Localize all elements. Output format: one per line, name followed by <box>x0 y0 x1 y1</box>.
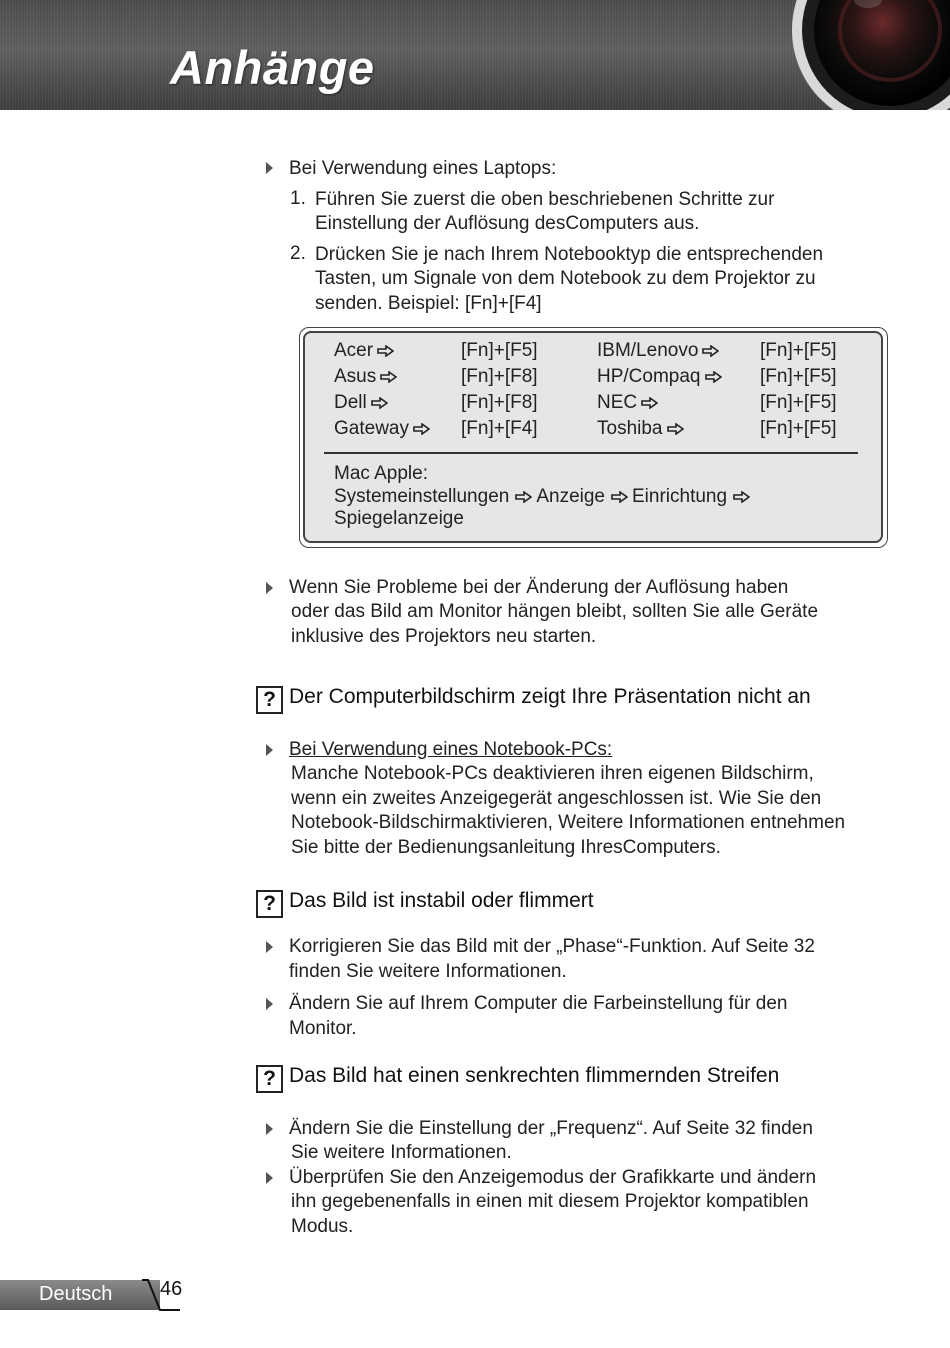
bullet-arrow-icon <box>266 1172 273 1184</box>
step-line: Einstellung der Auflösung desComputers aus. <box>315 213 700 234</box>
mac-label: Mac Apple: <box>334 463 428 484</box>
bullet-line: Ändern Sie die Einstellung der „Frequenz“. Auf Seite 32 finden <box>289 1118 813 1139</box>
arrow-right-icon <box>377 345 394 357</box>
mac-path-step: Systemeinstellungen <box>334 486 510 507</box>
step-line: Drücken Sie je nach Ihrem Notebooktyp die entsprechenden <box>315 244 824 265</box>
bullet-line: Korrigieren Sie das Bild mit der „Phase“-Funktion. Auf Seite 32 <box>289 936 815 957</box>
section-title: Der Computerbildschirm zeigt Ihre Präsentation nicht an <box>289 685 811 708</box>
arrow-right-icon <box>705 371 722 383</box>
keys-cell: [Fn]+[F4] <box>461 418 538 439</box>
bullet-arrow-icon <box>266 162 273 174</box>
keys-cell: [Fn]+[F5] <box>760 418 837 439</box>
page-title: Anhänge <box>170 41 375 94</box>
brand-cell: Dell <box>334 392 388 414</box>
arrow-right-icon <box>413 423 430 435</box>
step-line: Tasten, um Signale von dem Notebook zu dem Projektor zu <box>315 268 816 289</box>
bullet-line: finden Sie weitere Informationen. <box>289 961 567 982</box>
question-mark-icon: ? <box>256 890 283 918</box>
arrow-right-icon <box>702 345 719 357</box>
brand-cell: Asus <box>334 366 397 388</box>
section-line: Notebook-Bildschirmaktivieren, Weitere Informationen entnehmen <box>291 812 846 833</box>
mac-path <box>334 486 750 508</box>
step-line: senden. Beispiel: [Fn]+[F4] <box>315 293 542 314</box>
keys-cell: [Fn]+[F5] <box>760 366 837 387</box>
step-number: 2. <box>290 243 306 264</box>
mac-path-step: Einrichtung <box>632 486 728 507</box>
footer-language: Deutsch <box>39 1283 113 1305</box>
keys-cell: [Fn]+[F5] <box>760 392 837 413</box>
bullet-arrow-icon <box>266 582 273 594</box>
arrow-right-icon <box>733 491 750 503</box>
mac-path-step: Anzeige <box>536 486 605 507</box>
bullet-line: Modus. <box>291 1216 354 1237</box>
bullet-line: Ändern Sie auf Ihrem Computer die Farbeinstellung für den <box>289 993 788 1014</box>
arrow-right-icon <box>667 423 684 435</box>
arrow-right-icon <box>371 397 388 409</box>
keys-cell: [Fn]+[F8] <box>461 392 538 413</box>
keys-cell: [Fn]+[F5] <box>461 340 538 361</box>
bullet-line: Sie weitere Informationen. <box>291 1142 512 1163</box>
bullet-arrow-icon <box>266 998 273 1010</box>
section-subheading: Bei Verwendung eines Notebook-PCs: <box>289 739 613 760</box>
section-title: Das Bild ist instabil oder flimmert <box>289 889 594 912</box>
page-number: 46 <box>160 1278 183 1300</box>
restart-tip-line: inklusive des Projektors neu starten. <box>291 626 597 647</box>
brand-cell: Toshiba <box>597 418 684 440</box>
section-title: Das Bild hat einen senkrechten flimmernden Streifen <box>289 1064 780 1087</box>
step-number: 1. <box>290 188 306 209</box>
bullet-line: Monitor. <box>289 1018 357 1039</box>
arrow-right-icon <box>611 491 628 503</box>
restart-tip-line: Wenn Sie Probleme bei der Änderung der Auflösung haben <box>289 577 789 598</box>
question-mark-icon: ? <box>256 1065 283 1093</box>
table-divider <box>324 452 858 454</box>
bullet-arrow-icon <box>266 1123 273 1135</box>
brand-cell: IBM/Lenovo <box>597 340 719 362</box>
arrow-right-icon <box>380 371 397 383</box>
keys-cell: [Fn]+[F8] <box>461 366 538 387</box>
laptop-intro: Bei Verwendung eines Laptops: <box>289 158 557 179</box>
step-line: Führen Sie zuerst die oben beschriebenen Schritte zur <box>315 189 775 210</box>
bullet-line: ihn gegebenenfalls in einen mit diesem Projektor kompatiblen <box>291 1191 809 1212</box>
bullet-line: Überprüfen Sie den Anzeigemodus der Grafikkarte und ändern <box>289 1167 817 1188</box>
brand-cell: NEC <box>597 392 658 414</box>
arrow-right-icon <box>641 397 658 409</box>
section-line: Manche Notebook-PCs deaktivieren ihren eigenen Bildschirm, <box>291 763 814 784</box>
section-line: wenn ein zweites Anzeigegerät angeschlossen ist. Wie Sie den <box>291 788 822 809</box>
section-line: Sie bitte der Bedienungsanleitung IhresComputers. <box>291 837 721 858</box>
bullet-arrow-icon <box>266 744 273 756</box>
brand-cell: Acer <box>334 340 394 362</box>
brand-cell: HP/Compaq <box>597 366 722 388</box>
restart-tip-line: oder das Bild am Monitor hängen bleibt, sollten Sie alle Geräte <box>291 601 819 622</box>
keys-cell: [Fn]+[F5] <box>760 340 837 361</box>
question-mark-icon: ? <box>256 686 283 714</box>
arrow-right-icon <box>515 491 532 503</box>
mac-path-last: Spiegelanzeige <box>334 508 464 529</box>
brand-cell: Gateway <box>334 418 430 440</box>
bullet-arrow-icon <box>266 941 273 953</box>
